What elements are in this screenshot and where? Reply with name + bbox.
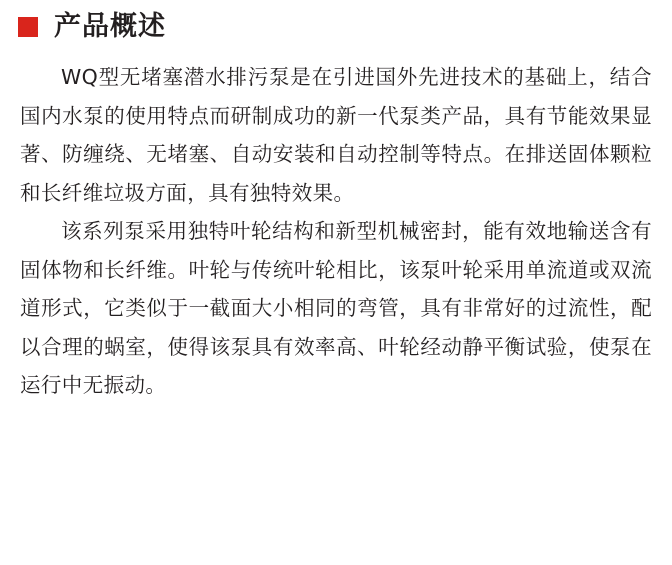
section-heading — [18, 10, 166, 44]
paragraph-intro: WQ型无堵塞潜水排污泵是在引进国外先进技术的基础上，结合国内水泵的使用特点而研制成功的新一代泵类产品，具有节能效果显著、防缠绕、无堵塞、自动安装和自动控制等特点。在排送固体颗粒和长纤维垃圾方面，具有独特效果。 — [20, 65, 652, 205]
section-title: 产品概述 — [54, 11, 166, 42]
paragraph-impeller: 该系列泵采用独特叶轮结构和新型机械密封，能有效地输送含有固体物和长纤维。叶轮与传统叶轮相比，该泵叶轮采用单流道或双流道形式，它类似于一截面大小相同的弯管，具有非常好的过流性，配以合理的蜗室，使得该泵具有效率高、叶轮经动静平衡试验，使泵在运行中无振动。 — [20, 219, 652, 397]
section-body — [20, 58, 652, 405]
red-square-marker-icon — [18, 17, 38, 37]
